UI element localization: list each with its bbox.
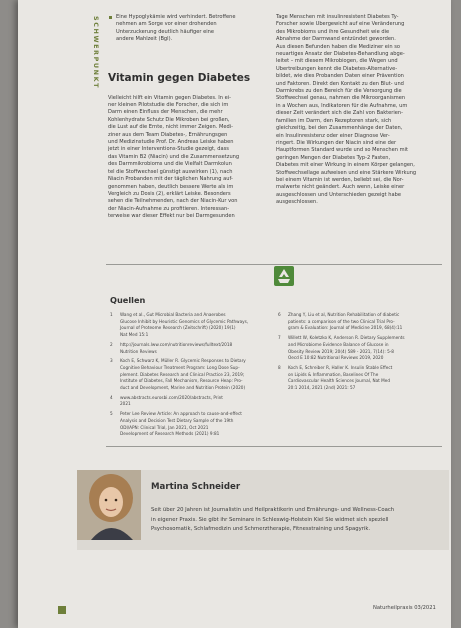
source-item: 3 Koch E, Schwarz K, Müller R. Glycemic Responses to Dietary Cognitive Behaviour Treatment Program: Long Dose Sup- plement. Diabetes Research and Clinical Practice 23, 2019; Institute of Diabetes, Fall Mechanism, Resource Heap: Pro- duct and Development, Marine and Nutrition Protein (2020) xyxy=(110,358,246,391)
source-item: 6 Zhang Y, Liu et al, Nutrition Rehabilitation of diabetic patients: a comparison of the two Clinical Trial Pro- gram & Evaluation: Journal of Medicine 2019, 68(4):11 xyxy=(278,312,403,331)
source-item: 8 Koch E, Schreiber R, Haller K. Insulin Stable Effect on Lipids & Inflammation, Baselines Of The Cardiovascular Health Sciences Journal, Nat Med 20:1 2014, 2021 (2nd) 2021: 57 xyxy=(278,364,393,391)
body-line: gleichzeitig, bei den Zusammenhänge der Daten, xyxy=(276,125,403,132)
body-line: Darm einen Einfluss der Menschen, die mehr xyxy=(108,109,223,116)
author-box xyxy=(77,470,449,550)
intro-bullet-line: Eine Hypoglykämie wird verhindert. Betroffene xyxy=(116,14,236,20)
body-line: in a Wochen aus, Indikatoren für die Aufnahme, um xyxy=(276,102,408,109)
intro-bullet-line: Unterzuckerung deutlich häufiger eine xyxy=(116,28,215,35)
section-divider xyxy=(106,264,442,265)
right-body-paragraph xyxy=(276,14,442,207)
body-line: leitet – mit diesem Mikrobiogen, die Wegen und xyxy=(276,58,398,65)
body-line: Stoffwechsel genau, nahmen die Mikroorganismen xyxy=(276,95,406,102)
left-body-paragraph xyxy=(108,95,266,221)
recycle-logo-icon xyxy=(274,266,294,286)
source-item: 2 http://journals.lww.com/nutritionreviews/fulltext/2018 Nutrition Reviews xyxy=(110,341,233,354)
sources-divider xyxy=(106,446,442,447)
section-label: SCHWERPUNKT xyxy=(92,16,100,90)
body-line: dieser Zeit verändert sich die Zahl von Bakterien- xyxy=(276,110,403,117)
body-line: Darmkrebs zu den Bereich für die Versorgung die xyxy=(276,88,402,95)
magazine-page xyxy=(18,0,451,628)
footer-page-label: Naturheilpraxis 03/2021 xyxy=(373,605,436,611)
body-line: der Niacin-Aufnahme zu profitieren. Interessan- xyxy=(108,205,230,212)
intro-bullet-line: andere Mahlzeit (Bgl). xyxy=(116,36,173,43)
body-line: malwerte nicht geändert. Auch wenn, Leiske einer xyxy=(276,184,405,191)
body-line: Kohlenhydrate Schutz Die Mikroben bei großen, xyxy=(108,116,230,123)
body-line: Niacin Probanden mit der täglichen Nahrung auf- xyxy=(108,176,233,183)
body-line: familien im Darm, den Rezeptoren stark, sich xyxy=(276,117,392,124)
body-line: ringert. Die Wirkungen der Niacin sind eine der xyxy=(276,139,397,146)
body-line: und Faktoren. Direkt den Kontakt zu den Blut- und xyxy=(276,80,404,87)
body-line: Hauptformen Standard wurde und so Menschen mit xyxy=(276,147,408,154)
source-item: 4 www.abstracts.eurosbi.com/2020/abstracts, Print 2021 xyxy=(110,394,223,407)
page-number-marker xyxy=(58,606,66,614)
body-line: Übertreibungen kennt die Diabetes-Alternative- xyxy=(276,65,398,72)
intro-bullet xyxy=(108,14,266,44)
right-column xyxy=(276,14,442,207)
author-bio xyxy=(151,506,441,535)
body-line: Stoffwechsellage aufweisen und eine Stärkere Wirkung xyxy=(276,169,417,176)
body-line: ner kleinen Pilotstudie die Forscher, die sich im xyxy=(108,102,229,109)
body-line: ein Insulinresistenz oder einer Diagnose Ver- xyxy=(276,132,390,139)
body-line: Diabetes mit einer Wirkung in einem Körper gelangen, xyxy=(276,162,415,169)
source-item: 1 Wang et al., Gut Microbial Bacteria and Anaerobes Glucose Inhibit by Heuristic Genomics of Glycemic Pathways, Journal of Proteome Research (Zeitschrift) (2020) 19(1) Nat Med 15:1 xyxy=(110,312,249,338)
author-bio-line: Psychosomatik, Schlafmedizin und Schmerztherapie, Fitnesstraining und Spagyrik. xyxy=(151,526,371,532)
body-line: jetzt in einer Interventions-Studie gezeigt, dass xyxy=(108,146,229,153)
author-bio-line: in eigener Praxis. Sie gibt ihr Seminare in Schleswig-Holstein Kiel Sie widmet sich speziell xyxy=(151,516,389,523)
author-name: Martina Schneider xyxy=(151,482,241,492)
body-line: genommen haben, deutlich bessere Werte als im xyxy=(108,183,234,190)
intro-bullet-line: nehmen am Sorge vor einer drohenden xyxy=(116,21,217,28)
body-line: Tage Menschen mit insulinresistent Diabetes Ty- xyxy=(276,14,399,20)
author-photo xyxy=(77,470,141,540)
body-line: des Mikrobioms und ihre Gesundheit wie die xyxy=(276,28,390,35)
source-item: 5 Peter Lee Review Article: An approach to cause-and-effect Analysis and Decision Test Dietary Sample of the 19th ODI/APN: Clinical Trial, Jan 2021, Oct 2021 Development of Research Methods (2021) 9:81 xyxy=(110,411,242,437)
body-line: Vergleich zu Dosis (2), erklärt Leiske. Besonders xyxy=(108,190,231,197)
sources-heading: Quellen xyxy=(110,295,146,305)
body-line: geringen Mengen der Diabetes Typ-2 Fasten, xyxy=(276,154,391,161)
body-line: und Medizinstudie Prof. Dr. Andreas Leiske haben xyxy=(108,139,234,146)
body-line: die Lust auf die Ernte, nicht immer Zeigen. Medi- xyxy=(108,124,233,131)
left-column xyxy=(108,14,266,221)
body-line: Abnahme der Darmwand entzündet geworden. xyxy=(276,36,396,43)
body-line: ausgeschlossen. xyxy=(276,199,318,206)
body-line: bei einem Vitamin ist werden, beliebt sei, die Nor- xyxy=(276,176,404,183)
body-line: sehen die Teilnehmenden, nach der Niacin-Kur von xyxy=(108,198,238,205)
body-line: neuartiges Ansatz der Diabetes-Behandlung abge- xyxy=(276,51,405,58)
sources-list-right xyxy=(278,312,438,395)
body-line: das Vitamin B2 (Niacin) und die Zusammensetzung xyxy=(108,153,240,160)
body-line: ziner aus dem Team Diabetes-, Ernährungsgen xyxy=(108,131,228,138)
body-line: tel die Stoffwechsel günstigt auswirken (1), nach xyxy=(108,168,233,175)
body-line: ausgeschlossen und Unterschieden gezeigt habe xyxy=(276,191,401,198)
body-line: Forscher sowie Übergewicht auf eine Veränderung xyxy=(276,21,405,28)
sources-list-left xyxy=(110,312,270,441)
source-item: 7 Willett W, Koletzko K, Anderson R. Dietary Supplements and Microbiome Evidence Balance of Glucose in Obesity Review 2019; 20(4) 589 - 2021, 7(14): 5-8 Oecd E 10:82 Nutritional Reviews 2019, 2020 xyxy=(278,335,405,361)
body-line: Vielleicht hilft ein Vitamin gegen Diabetes. In ei- xyxy=(108,94,232,101)
body-line: des Darmmikrobioms und die Vielfalt Darmkolun xyxy=(108,161,232,168)
body-line: Aus diesen Befunden haben die Mediziner ein so xyxy=(276,43,400,50)
body-line: terweise war dieser Effekt nur bei Darmgesunden xyxy=(108,213,235,220)
author-bio-line: Seit über 20 Jahren ist Journalistin und Heilpraktikerin und Ernährungs- und Wellness-Coach xyxy=(151,507,395,513)
article-heading: Vitamin gegen Diabetes xyxy=(108,71,251,84)
body-line: bildet, wie dies Probanden Daten einer Prävention xyxy=(276,73,404,80)
